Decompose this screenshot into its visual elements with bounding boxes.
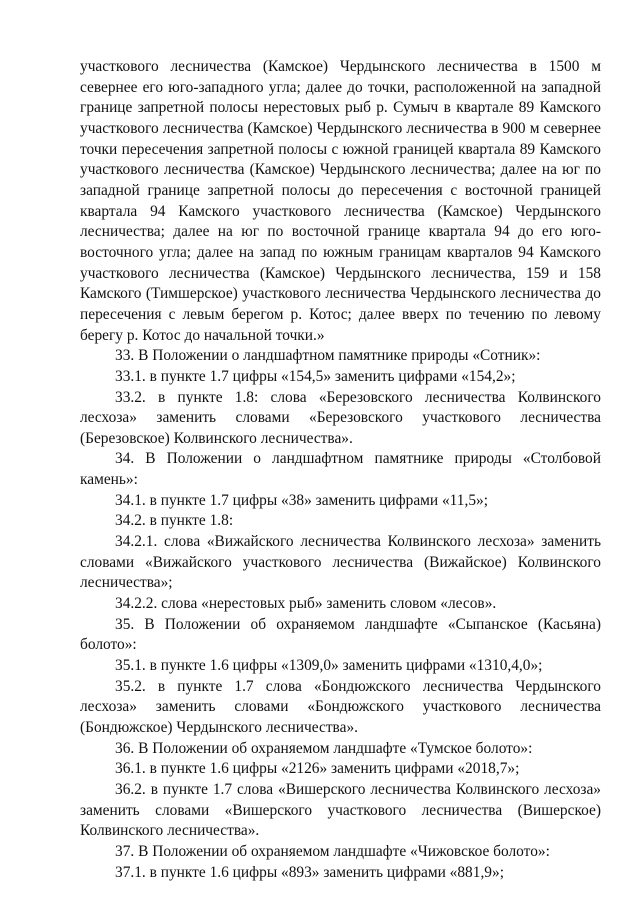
paragraph-34: 34. В Положении о ландшафтном памятнике природы «Столбовой камень»: bbox=[80, 450, 601, 489]
paragraph-35-1: 35.1. в пункте 1.6 цифры «1309,0» заменить цифрами «1310,4,0»; bbox=[115, 657, 543, 675]
document-body bbox=[80, 57, 601, 883]
paragraph-35: 35. В Положении об охраняемом ландшафте «Сыпанское (Касьяна) болото»: bbox=[80, 615, 601, 654]
paragraph-37-1: 37.1. в пункте 1.6 цифры «893» заменить цифрами «881,9»; bbox=[115, 863, 504, 881]
paragraph-36-1: 36.1. в пункте 1.6 цифры «2126» заменить цифрами «2018,7»; bbox=[115, 760, 520, 778]
paragraph-33: 33. В Положении о ландшафтном памятнике природы «Сотник»: bbox=[115, 347, 541, 365]
paragraph-37: 37. В Положении об охраняемом ландшафте «Чижовское болото»: bbox=[115, 842, 550, 860]
paragraph-34-1: 34.1. в пункте 1.7 цифры «38» заменить цифрами «11,5»; bbox=[115, 491, 489, 509]
paragraph-34-2: 34.2. в пункте 1.8: bbox=[115, 512, 234, 530]
paragraph-33-2: 33.2. в пункте 1.8: слова «Березовского лесничества Колвинского лесхоза» заменить словами «Березовского участкового лесничества (Березовское) Колвинского лесничества». bbox=[80, 388, 601, 447]
paragraph-continuation: участкового лесничества (Камское) Чердынского лесничества в 1500 м севернее его юго-западного угла; далее до точки, расположенной на западной границе запретной полосы нерестовых рыб р. Сумыч в квартале 89 Камского участкового лесничества (Камское) Чердынского лесничества в 900 м севернее точки пересечения запретной полосы с южной границей квартала 89 Камского участкового лесничества (Камское) Чердынского лесничества; далее на юг по западной границе запретной полосы до пересечения с восточной границей квартала 94 Камского участкового лесничества (Камское) Чердынского лесничества; далее на юг по восточной границе квартала 94 до его юго-восточного угла; далее на запад по южным границам кварталов 94 Камского участкового лесничества (Камское) Чердынского лесничества, 159 и 158 Камского (Тимшерское) участкового лесничества Чердынского лесничества до пересечения с левым берегом р. Котос; далее вверх по течению по левому берегу р. Котос до начальной точки.» bbox=[80, 58, 601, 344]
paragraph-33-1: 33.1. в пункте 1.7 цифры «154,5» заменить цифрами «154,2»; bbox=[115, 367, 516, 385]
paragraph-36-2: 36.2. в пункте 1.7 слова «Вишерского лесничества Колвинского лесхоза» заменить словами «Вишерского участкового лесничества (Вишерское) Колвинского лесничества». bbox=[80, 780, 601, 840]
paragraph-35-2: 35.2. в пункте 1.7 слова «Бондюжского лесничества Чердынского лесхоза» заменить словами «Бондюжского участкового лесничества (Бондюжское) Чердынского лесничества». bbox=[80, 677, 601, 736]
paragraph-34-2-2: 34.2.2. слова «нерестовых рыб» заменить словом «лесов». bbox=[115, 595, 497, 613]
paragraph-36: 36. В Положении об охраняемом ландшафте «Тумское болото»: bbox=[115, 739, 533, 757]
paragraph-34-2-1: 34.2.1. слова «Вижайского лесничества Колвинского лесхоза» заменить словами «Вижайского участкового лесничества (Вижайское) Колвинского лесничества»; bbox=[80, 533, 601, 592]
